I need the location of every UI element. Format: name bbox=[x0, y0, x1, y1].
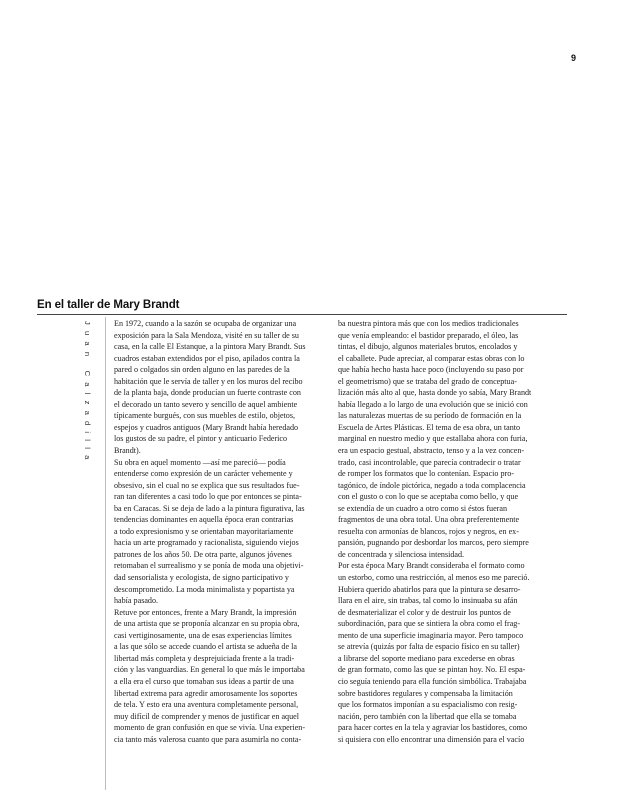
title-rule bbox=[37, 314, 567, 315]
body-text-line: casa, en la calle El Estanque, a la pintora Mary Brandt. Sus bbox=[114, 342, 306, 352]
body-text-line: sobre bastidores regulares y compensaba la limitación bbox=[338, 688, 513, 698]
body-text-line: Escuela de Artes Plásticas. El tema de esa obra, un tanto bbox=[338, 422, 521, 432]
body-text-line: a las que sólo se accede cuando el artista se adueña de la bbox=[114, 642, 297, 652]
body-text-line: el geometrismo) que se trataba del grado de conceptua- bbox=[338, 376, 517, 386]
body-text-line: mento de una superficie imaginaria mayor. Pero tampoco bbox=[338, 630, 524, 640]
body-text-line: los gustos de su padre, el pintor y anticuario Federico bbox=[114, 434, 288, 444]
body-text-line: ción y las vanguardias. En general lo que más le importaba bbox=[114, 665, 305, 675]
body-text-line: lización más alto al que, hasta donde yo sabía, Mary Brandt bbox=[338, 388, 532, 398]
body-text-line: con el gusto o con lo que se aceptaba como bello, y que bbox=[338, 492, 519, 502]
body-text-line: dad sensorialista y ecologista, de signo participativo y bbox=[114, 573, 289, 583]
body-text-line: libertad extrema para agredir amorosamente los soportes bbox=[114, 688, 298, 698]
body-text-line: Por esta época Mary Brandt consideraba el formato como bbox=[338, 561, 525, 571]
body-text-line: a ella era el curso que tomaban sus ideas a partir de una bbox=[114, 676, 294, 686]
body-text-line: ran tan diferentes a casi todo lo que por entonces se pinta- bbox=[114, 492, 302, 502]
text-column-right bbox=[338, 318, 556, 745]
body-text-line: entenderse como expresión de un carácter vehemente y bbox=[114, 469, 293, 479]
body-text-line: típicamente burgués, con sus muebles de estilo, objetos, bbox=[114, 411, 296, 421]
body-text-line: habitación que le servía de taller y en los muros del recibo bbox=[114, 376, 303, 386]
body-text-line: Hubiera querido abatirlos para que la pintura se desarro- bbox=[338, 584, 521, 594]
sidebar-rule bbox=[105, 317, 106, 790]
author-vertical: Juan Calzadilla bbox=[83, 321, 92, 466]
body-text-line: de la planta baja, donde producían un fuerte contraste con bbox=[114, 388, 301, 398]
body-text-line: de una artista que se proponía alcanzar en su propia obra, bbox=[114, 619, 300, 629]
body-text-line: que venía empleando: el bastidor preparado, el óleo, las bbox=[338, 330, 519, 340]
body-text-line: había llegado a lo largo de una evolución que se inició con bbox=[338, 399, 528, 409]
body-text-line: fragmentos de una obra total. Una obra preferentemente bbox=[338, 515, 520, 525]
body-text-line: En 1972, cuando a la sazón se ocupaba de organizar una bbox=[114, 319, 297, 328]
body-text-line: Su obra en aquel momento —así me pareció— podía bbox=[114, 457, 286, 467]
body-text-line: era un espacio gestual, abstracto, tenso y a la vez concen- bbox=[338, 446, 525, 456]
body-text-line: pared o colgados sin orden alguno en las paredes de la bbox=[114, 365, 290, 375]
body-text-line: resuelta con armonías de blancos, rojos y negros, en ex- bbox=[338, 526, 519, 536]
body-text-line: cio seguía teniendo para ella función simbólica. Trabajaba bbox=[338, 676, 527, 686]
body-text-line: había pasado. bbox=[114, 596, 159, 606]
body-text-line: subordinación, para que se sintiera la obra como el frag- bbox=[338, 619, 521, 629]
body-text-line: si quisiera con ello encontrar una dimensión para el vacío bbox=[338, 734, 525, 744]
body-text-line: nación, pero también con la libertad que ella se tomaba bbox=[338, 711, 517, 721]
body-text-line: de desmaterializar el color y de destruir los puntos de bbox=[338, 607, 511, 617]
body-text-line: a todo expresionismo y se orientaban mayoritariamente bbox=[114, 526, 294, 536]
body-text-line: de gran formato, como las que se pintan hoy. No. El espa- bbox=[338, 665, 526, 675]
body-text-line: un estorbo, como una restricción, al menos eso me pareció. bbox=[338, 573, 530, 583]
body-text-line: descomprometido. La moda minimalista y popartista ya bbox=[114, 584, 295, 594]
body-text-line: exposición para la Sala Mendoza, visité en su taller de su bbox=[114, 330, 299, 340]
body-text-line: cuadros estaban extendidos por el piso, apilados contra la bbox=[114, 353, 300, 363]
page-number: 9 bbox=[570, 53, 576, 63]
body-text-line: trado, casi incontrolable, que parecía contradecir o tratar bbox=[338, 457, 521, 467]
body-text-line: obsesivo, sin el cual no se explica que sus resultados fue- bbox=[114, 480, 300, 490]
body-text-line: el decorado un tanto severo y sencillo de aquel ambiente bbox=[114, 399, 298, 409]
body-text-line: que había hecho hasta hace poco (incluyendo su paso por bbox=[338, 365, 524, 375]
body-text-line: Retuve por entonces, frente a Mary Brandt, la impresión bbox=[114, 607, 297, 617]
body-text-line: de tela. Y esto era una aventura completamente personal, bbox=[114, 700, 299, 710]
body-text-line: ba nuestra pintora más que con los medios tradicionales bbox=[338, 319, 519, 328]
text-column-left bbox=[114, 318, 332, 745]
body-text-line: momento de gran confusión en que se vivía. Una experien- bbox=[114, 723, 306, 733]
body-text-line: espejos y cuadros antiguos (Mary Brandt había heredado bbox=[114, 422, 299, 432]
body-text-line: se extendía de un cuadro a otro como si éstos fueran bbox=[338, 503, 508, 513]
body-text-line: hacia un arte programado y racionalista, siguiendo viejos bbox=[114, 538, 299, 548]
body-text-line: ba en Caracas. Si se deja de lado a la pintura figurativa, las bbox=[114, 503, 305, 513]
body-text-line: casi vertiginosamente, una de esas experiencias límites bbox=[114, 630, 292, 640]
body-text-line: llara en el aire, sin trabas, tal como lo insinuaba su afán bbox=[338, 596, 518, 606]
body-text-line: se atrevía (quizás por falta de espacio físico en su taller) bbox=[338, 642, 520, 652]
body-text-line: de concentrada y silenciosa intensidad. bbox=[338, 549, 465, 559]
body-text-line: de romper los formatos que lo contenían. Espacio pro- bbox=[338, 469, 514, 479]
body-text-line: retomaban el surrealismo y se ponía de moda una objetivi- bbox=[114, 561, 304, 571]
section-title: En el taller de Mary Brandt bbox=[37, 299, 180, 311]
body-text-line: libertad más completa y desprejuiciada frente a la tradi- bbox=[114, 653, 295, 663]
body-text-line: que los formatos imponían a su espacialismo con resig- bbox=[338, 700, 518, 710]
body-text-line: Brandt). bbox=[114, 446, 141, 456]
body-text-line: tendencias dominantes en aquella época eran contrarias bbox=[114, 515, 294, 525]
body-text-line: marginal en nuestro medio y que estallaba ahora con furia, bbox=[338, 434, 528, 444]
body-text-line: muy difícil de comprender y menos de justificar en aquel bbox=[114, 711, 299, 721]
body-text-line: patrones de los años 50. De otra parte, algunos jóvenes bbox=[114, 549, 292, 559]
body-text-line: pansión, pugnando por desbordar los marcos, pero siempre bbox=[338, 538, 529, 548]
body-text-line: el caballete. Pude apreciar, al comparar estas obras con lo bbox=[338, 353, 525, 363]
body-text-line: a librarse del soporte mediano para excederse en obras bbox=[338, 653, 515, 663]
body-text-line: cia tanto más valerosa cuanto que para asumirla no conta- bbox=[114, 734, 302, 744]
body-text-line: para hacer cortes en la tela y agraviar los bastidores, como bbox=[338, 723, 527, 733]
body-text-line: tagónico, de índole pictórica, negado a toda complacencia bbox=[338, 480, 526, 490]
body-text-line: tintas, el dibujo, algunos materiales brutos, encolados y bbox=[338, 342, 518, 352]
body-text-line: las naturalezas muertas de su período de formación en la bbox=[338, 411, 522, 421]
